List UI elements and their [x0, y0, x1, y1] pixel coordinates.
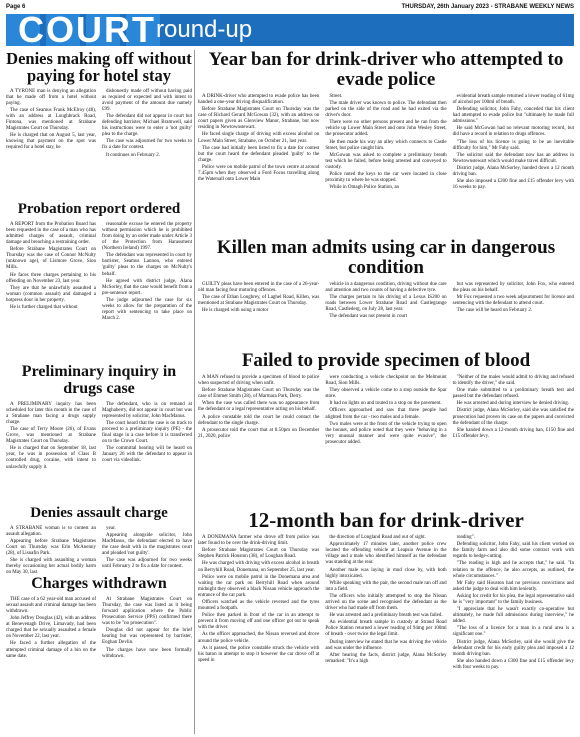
paragraph: Officers watched as the vehicle reversed and the tyres mounted a footpath. [198, 599, 320, 612]
banner-roundup: round-up [156, 16, 253, 43]
article-preliminary-inquiry [6, 364, 192, 502]
text-column [325, 282, 446, 322]
paragraph: The male driver was known to police. The defendant then parked on the side of the road and he had exited via the driver's door. [325, 100, 447, 119]
paragraph: reasonable excuse he entered the property without permission which he is prohibited from doing by an order made under Article 3 of the Protection from Harassment (Northern Ireland) 1997. [102, 221, 192, 252]
paragraph: As the officer approached, the Nissan reversed and drove around the police vehicle. [198, 632, 320, 644]
paragraph: Before Strabane Magistrates Court on Thursday was the case of Emmet Smith (28), of Marmara Park, Derry. [198, 388, 320, 400]
paragraph: They are that he unlawfully assaulted a woman (common assault) and damaged a hotpress door in her property. [6, 285, 96, 303]
paragraph: He said McGowan had no relevant motoring record, but did have a record in relation to drugs offences. [452, 126, 574, 138]
paragraph: Officers approached and saw that three people had alighted from the car - two males and a female. [325, 408, 447, 420]
paragraph: District judge, Alana McSorley, said she was satisfied the prosecution had proven its case on the papers and convicted the defendant of the charge. [452, 408, 574, 426]
text-column [198, 282, 319, 322]
paragraph: A MAN refused to provide a specimen of blood to police when suspected of driving when unfit. [198, 374, 320, 387]
article-body [6, 222, 192, 324]
paragraph: Douglas did not appear for the brief hearing but was represented by barrister, Eoghan Devlin. [102, 628, 192, 646]
paragraph: Approximately 17 minutes later, another police crew located the offending vehicle at Leapsio Avenue in the village and a male who identified himself as the defendant was standing at the rear. [325, 542, 447, 566]
paragraph: He is charged that on September 18, last year, he was in possession of Class B controlled drug, cocaine, with intent to unlawfully supply it. [6, 446, 96, 470]
article-charges-withdrawn [6, 576, 192, 734]
paragraph: Defending solicitor, John Fahy, said his client worked on the family farm and also did some contract work with regards to hedge-cutting. [452, 542, 574, 560]
paragraph: District judge, Alana McSorley, said she would give the defendant credit for his early guilty plea and imposed a 12 month driving ban. [452, 639, 574, 657]
text-column [453, 375, 574, 447]
paragraph: evidential breath sample returned a lower reading of 61mg of alcohol per 100ml of breath. [452, 93, 574, 105]
paragraph: The case had initially been listed to fix a date for contest but the court heard the defendant pleaded 'guilty' to the charge. [198, 145, 320, 163]
paragraph: Defending solicitor, John Fahy, conceded that his client had attempted to evade police but "ultimately he made full admissions." [452, 107, 574, 125]
paragraph: The judge adjourned the case for six weeks to allow for the preparation of the report with sentencing to take place on March 2. [102, 297, 192, 322]
paragraph: The defendant did not appear in court but defending barrister, Michael Bramwell, said his instructions were to enter a 'not guilty' plea to the charge. [102, 114, 192, 138]
text-column [102, 597, 192, 661]
paragraph: Asking for credit for his plea, the legal representative said he is "very important" to the family business. [452, 593, 574, 605]
text-column [6, 597, 96, 661]
paragraph: The solicitor said the defendant now has an address in Newtownstewart which would make travel difficult. [452, 152, 574, 164]
paragraph: McGowan was asked to complete a preliminary breath test which he failed, before being arrested and conveyed to custody. [325, 152, 447, 170]
paragraph: The case will be heard on February 2. [456, 308, 533, 314]
paragraph: The case of Seamus Frank McElroy (48), with an address at Loughbrack Road, Fintona, was mentioned at Strabane Magistrates Court on Thursday. [6, 107, 96, 132]
text-column [453, 94, 574, 192]
paragraph: She also handed down a £300 fine and £15 offender levy with four weeks to pay. [452, 658, 574, 670]
paragraph: Police then parked in front of the car in an attempt to prevent it from moving off and one officer got out to speak with the driver. [198, 613, 320, 631]
banner-court: COURT [18, 9, 156, 50]
paragraph: The charges pertain to his driving of a Lexus IS200 on roads between Lower Strabane Road and Castlegrange Road, Castlederg, on July 28, last year. [325, 295, 447, 313]
paragraph: A police constable told the court he could contact the defendant to the single charge. [198, 414, 320, 426]
paragraph: When the case was called there was no appearance from the defendant or a legal representative acting on his behalf. [198, 401, 320, 413]
paragraph: While in Omagh Police Station, an [329, 185, 400, 191]
paragraph: "I appreciate that he wasn't exactly co-operative but ultimately, he made full admissions during interview," he added. [452, 607, 574, 625]
paragraph: A DRINK-driver who attempted to evade police has been handed a one-year driving disqualification. [198, 93, 320, 105]
text-column [453, 535, 574, 672]
paragraph: The charges have now been formally withdrawn. [102, 647, 192, 659]
article-denies-making-off [6, 50, 192, 198]
text-column [6, 222, 96, 324]
text-column [102, 402, 192, 472]
paragraph: At Strabane Magistrates Court on Thursday, the case was listed as it being forward application where the Public Prosecution Service (PPS) confirmed there was to be "no prosecution". [102, 596, 192, 627]
paragraph: Before Strabane Magistrates Court on Thursday was the case of Richard Gerard McGowan (32), with an address on court papers given as Glenview Manor, Strabane, but now residing in Newtownstewart. [198, 107, 320, 131]
paragraph: were conducting a vehicle checkpoint on the Melmount Road, Sion Mills. [325, 374, 447, 387]
paragraph: "Neither of the males would admit to driving and refused to identify the driver," she said. [452, 374, 574, 387]
paragraph: The defendant was represented in court by barrister, Seamus Lannon, who entered 'guilty' pleas to the charges on McNulty's behalf. [102, 253, 192, 277]
text-column [325, 535, 446, 672]
paragraph: The case was adjourned for two weeks until February 2 to fix a date for contest. [102, 558, 192, 570]
text-column [325, 375, 446, 447]
paragraph: The court heard that the case is on track to proceed to a preliminary inquiry (PE) - the final stage in a case before it is transferred on to the Crown Court. [102, 420, 192, 445]
article-12-month-ban [198, 509, 574, 734]
paragraph: "The loss of his licence is going to be an inevitable difficulty for him," Mr Fahy said. [452, 139, 574, 151]
paragraph: The officers who initially attempted to stop the Nissan arrived on the scene and recognised the defendant as the driver who had made off from them. [325, 593, 447, 612]
paragraph: The committal hearing will be heard on January 26 with the defendant to appear in court via videolink. [102, 446, 192, 464]
paragraph: Appearing alongside solicitor, John MacManus, the defendant elected to have the case dealt with in the magistrates court and pleaded 'not guilty'. [102, 532, 192, 557]
paragraph: Before Strabane Magistrates Court on Thursday was Stephen Patrick Houston (38), of Loughan Road. [198, 548, 320, 560]
paragraph: A PRELIMINARY inquiry has been scheduled for later this month in the case of a Strabane man facing a drugs supply charge. [6, 401, 96, 425]
headline: Preliminary inquiry in drugs case [21, 363, 177, 397]
headline: Charges withdrawn [31, 575, 167, 592]
paragraph: The defendant was not present in court [329, 314, 408, 320]
paragraph: but was represented by solicitor, John Fox, who entered the pleas on his behalf. [452, 281, 574, 293]
text-column [6, 402, 96, 472]
paragraph: Another male was laying in mud close by, with both highly intoxicated. [325, 567, 447, 579]
paragraph: "The reading is high and he accepts that," he said. "In relation to the offence, he also accepts, as outlined, the whole circumstances." [452, 561, 574, 579]
paragraph: After hearing the facts, district judge, Alana McSorley remarked: "It's a high [325, 652, 447, 664]
article-year-ban [198, 50, 574, 235]
text-column [453, 282, 574, 322]
paragraph: He then made his way an alley which connects to Castle Street, but police caught him. [325, 139, 447, 151]
paragraph: One male submitted to a preliminary breath test and passed but the defendant refused. [452, 388, 574, 400]
paragraph: He was arrested and a preliminary breath test was failed. [329, 613, 443, 619]
paragraph: Mr Fahy said Houston had no previous convictions and asked the judge to deal with him leniently. [452, 580, 574, 592]
article-body [6, 597, 192, 661]
headline: 12-month ban for drink-driver [248, 508, 524, 532]
paragraph: They observed a vehicle come to a stop outside the Spar store. [325, 388, 447, 400]
paragraph: He is charged with using a motor [202, 308, 269, 314]
paragraph: The case of Ethan Loughrey, of Laghel Road, Killen, was mentioned at Strabane Magistrates Court on Thursday. [198, 295, 320, 307]
paragraph: THE case of a 62 year-old man accused of sexual assault and criminal damage has been withdrawn. [6, 596, 96, 614]
paragraph: A prosecutor told the court that at 8.50pm on December 21, 2020, police [198, 427, 320, 439]
article-probation-report [6, 202, 192, 360]
headline: Failed to provide specimen of blood [241, 350, 531, 371]
column-divider [194, 50, 195, 734]
text-column [198, 535, 319, 672]
paragraph: It continues on February 2. [106, 152, 161, 158]
text-column [102, 526, 192, 578]
text-column [6, 89, 96, 160]
article-denies-assault [6, 505, 192, 576]
article-body [6, 402, 192, 472]
paragraph: "The loss of a licence for a man in a rural area is a significant one." [452, 626, 574, 638]
paragraph: The case of Terry Moore (26), of Evans Grove, was mentioned at Strabane Magistrates Court on Thursday. [6, 426, 96, 445]
article-body [6, 526, 192, 578]
article-body [6, 89, 192, 160]
paragraph: Mr Fox requested a two week adjournment for licence and sentencing with the defendant to attend court. [452, 295, 574, 307]
text-column [325, 94, 446, 192]
article-body [198, 282, 574, 322]
paragraph: An evidential breath sample in custody at Strand Road Police Station returned a lower reading of 94mg per 100ml of breath - over twice the legal limit. [325, 620, 447, 638]
headline: Killen man admits using car in dangerous condition [216, 237, 556, 278]
paragraph: reading". [456, 535, 475, 541]
headline: Year ban for drink-driver who attempted to evade police [208, 49, 564, 90]
paragraph: He faced a further allegation of the attempted criminal damage of a bin on the same date. [6, 641, 96, 659]
paragraph: A TYRONE man is denying an allegation that he made off from a hotel without paying. [6, 88, 96, 106]
paragraph: GUILTY pleas have been entered in the case of a 26-year-old man facing four motoring offences. [198, 281, 320, 293]
page-number: Page 6 [6, 4, 26, 10]
article-body [198, 375, 574, 447]
date-line: THURSDAY, 26th January 2023 - STRABANE WEEKLY NEWS [401, 4, 574, 10]
headline: Probation report ordered [17, 201, 181, 217]
paragraph: District judge, Alana McSorley, handed down a 12 month driving ban. [452, 165, 574, 177]
paragraph: A STRABANE woman is to contest an assault allegation. [6, 525, 96, 537]
paragraph: Police noted the keys to the car were located in close proximity to where he was stopped. [325, 172, 447, 184]
headline: Denies making off without paying for hotel stay [6, 49, 192, 86]
paragraph: She also imposed a £200 fine and £15 offender levy with 16 weeks to pay. [452, 179, 574, 191]
text-column [198, 375, 319, 447]
text-column [198, 94, 319, 192]
paragraph: The defendant, who is on remand at Maghaberry, did not appear in court but was represented by solicitor, John MacManus. [102, 401, 192, 419]
article-body [198, 535, 574, 672]
paragraph: He faced single charge of driving with excess alcohol on Lower Main Street, Strabane, on October 21, last year. [198, 132, 320, 144]
paragraph: dishonestly made off without having paid as required or expected and with intent to avoid payment of the amount due namely £99. [102, 88, 192, 112]
paragraph: Two males were at the front of the vehicle trying to open the bonnet, and police noted that they were "behaving in a very unusual manner and were quite evasive", the prosecutor added. [325, 421, 447, 445]
paragraph: There were no other persons present and he ran from the vehicle up Lower Main Street and onto John Wesley Street, the prosecutor added. [325, 120, 447, 138]
headline: Denies assault charge [30, 505, 168, 521]
article-killen-man [198, 238, 574, 348]
text-column [102, 89, 192, 160]
paragraph: Police were on mobile patrol in the Donemana area and waiting the car park on Berryhill Road when around midnight they observed a black Nissan vehicle approach the entrance of the car park. [198, 574, 320, 598]
paragraph: He was arrested and during interview he denied driving. [456, 401, 569, 407]
paragraph: Appearing before Strabane Magistrates Court on Thursday was Erin McAnenny (28), of Lisnafin Park. [6, 538, 96, 557]
paragraph: Before Strabane Magistrates Court on Thursday was the case of Connor McNulty (unknown age), of Lismore Grove, Sion Mills. [6, 247, 96, 271]
text-column [6, 526, 96, 578]
paragraph: A REPORT from the Probation Board has been requested in the case of a man who has admitted charges of assault, criminal damage and breaching a restraining order. [6, 221, 96, 246]
paragraph: He is further charged that without [10, 304, 78, 310]
paragraph: She is charged with assaulting a woman thereby occasioning her actual bodily harm on May 30, last [6, 558, 96, 576]
paragraph: It had no lights on and touted to a stop on the pavement. [329, 401, 442, 407]
paragraph: He is charged that on August 5, last year, knowing that payment on the spot was required for a hotel stay, he [6, 133, 96, 151]
paragraph: He faces three charges pertaining to his offending on November 23, last year. [6, 272, 96, 284]
paragraph: A DONEMANA farmer who drove off from police was later found to be over the drink-driving limit. [198, 535, 320, 547]
paragraph: the direction of Longland Road and out of sight. [329, 535, 426, 541]
paragraph: John Jeffrey Douglas (42), with an address at Benevenagh Drive, Limavady, had been charged that he sexually assaulted a female on November 22, last year. [6, 616, 96, 640]
article-body [198, 94, 574, 192]
paragraph: year. [106, 525, 116, 531]
paragraph: vehicle in a dangerous condition, driving without due care and attention and two counts of having a defective tyre. [325, 281, 447, 293]
paragraph: She handed down a 12-month driving ban, £150 fine and £15 offender levy. [452, 427, 574, 439]
court-roundup-banner [6, 9, 574, 50]
text-column [102, 222, 192, 324]
paragraph: The case was adjourned for two weeks to fix a date for contest. [102, 139, 192, 151]
article-failed-to-provide [198, 351, 574, 506]
paragraph: He was charged with driving with excess alcohol in breath on Berryhill Road, Donemana, on September 25, last year. [198, 561, 320, 573]
paragraph: Police were on mobile patrol of the town centre at around 7.45pm when they observed a Ford Focus travelling along the Watersall onto Lower Main [198, 164, 320, 183]
paragraph: As it passed, the police constable struck the vehicle with his baton in attempt to stop it however the car drove off at speed in [198, 645, 320, 663]
paragraph: Street. [329, 93, 343, 99]
paragraph: During interview he stated that he was driving the vehicle and was under the influence. [325, 639, 447, 651]
paragraph: He agreed with district judge, Alana McSorley, that the case would benefit from a pre-sentence report. [102, 278, 192, 296]
paragraph: While speaking with the pair, the second male ran off and into a field. [325, 580, 447, 592]
